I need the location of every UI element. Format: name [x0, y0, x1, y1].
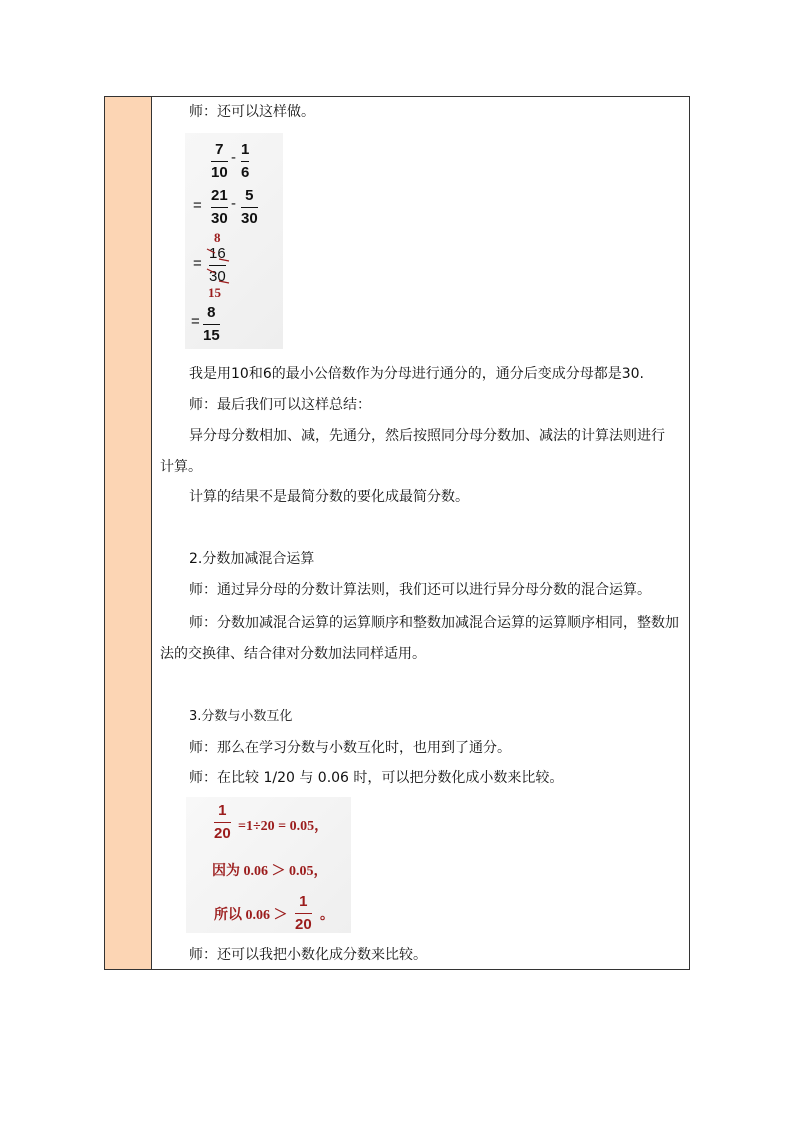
paragraph: 我是用10和6的最小公倍数作为分母进行通分的，通分后变成分母都是30. — [189, 366, 644, 382]
paragraph: 师：还可以我把小数化成分数来比较。 — [189, 947, 427, 963]
fraction — [211, 142, 228, 181]
fraction — [295, 894, 312, 933]
paragraph: 异分母分数相加、减，先通分，然后按照同分母分数加、减法的计算法则进行 — [189, 428, 665, 444]
numerator: 21 — [211, 187, 228, 204]
side-column — [105, 97, 152, 969]
calculation-image-1 — [185, 133, 283, 349]
equation-line-1: =1÷20 = 0.05， — [238, 819, 329, 834]
paragraph: 计算。 — [160, 459, 202, 475]
denominator: 6 — [241, 164, 250, 181]
equals-sign: = — [193, 255, 202, 272]
minus-sign: - — [231, 195, 236, 212]
paragraph: 师：通过异分母的分数计算法则，我们还可以进行异分母分数的混合运算。 — [189, 582, 651, 598]
equation-line-3: 所以 0.06 ＞ — [214, 908, 288, 923]
numerator: 1 — [299, 893, 308, 910]
denominator: 30 — [209, 268, 226, 285]
numerator: 7 — [215, 141, 224, 158]
minus-sign: - — [231, 149, 236, 166]
cross-out-strokes-icon — [205, 247, 231, 287]
period-mark: 。 — [320, 908, 334, 923]
numerator: 1 — [241, 141, 250, 158]
numerator: 1 — [218, 802, 227, 819]
section-heading: 2.分数加减混合运算 — [189, 551, 315, 567]
fraction — [241, 142, 249, 181]
denominator: 20 — [214, 825, 231, 842]
paragraph: 法的交换律、结合律对分数加法同样适用。 — [160, 646, 426, 662]
fraction — [241, 188, 258, 227]
fraction — [214, 803, 231, 842]
paragraph: 师：那么在学习分数与小数互化时，也用到了通分。 — [189, 740, 511, 756]
fraction — [211, 188, 228, 227]
denominator: 10 — [211, 164, 228, 181]
denominator: 20 — [295, 916, 312, 933]
equals-sign: = — [191, 313, 200, 330]
paragraph: 师：最后我们可以这样总结： — [189, 397, 371, 413]
denominator: 30 — [211, 210, 228, 227]
section-heading: 3.分数与小数互化 — [189, 709, 293, 724]
fraction — [203, 305, 220, 344]
numerator: 5 — [245, 187, 254, 204]
denominator: 30 — [241, 210, 258, 227]
paragraph: 师：分数加减混合运算的运算顺序和整数加减混合运算的运算顺序相同，整数加 — [189, 615, 679, 631]
reduced-denominator: 15 — [208, 285, 221, 300]
reduced-numerator: 8 — [214, 230, 221, 245]
numerator: 16 — [209, 245, 226, 262]
denominator: 15 — [203, 327, 220, 344]
paragraph: 计算的结果不是最简分数的要化成最简分数。 — [189, 489, 469, 505]
paragraph: 师：还可以这样做。 — [189, 104, 315, 120]
equation-line-2: 因为 0.06 ＞ 0.05， — [212, 864, 328, 879]
paragraph: 师：在比较 1/20 与 0.06 时，可以把分数化成小数来比较。 — [189, 770, 564, 786]
numerator: 8 — [207, 304, 216, 321]
equals-sign: = — [193, 197, 202, 214]
calculation-image-2 — [186, 797, 351, 933]
